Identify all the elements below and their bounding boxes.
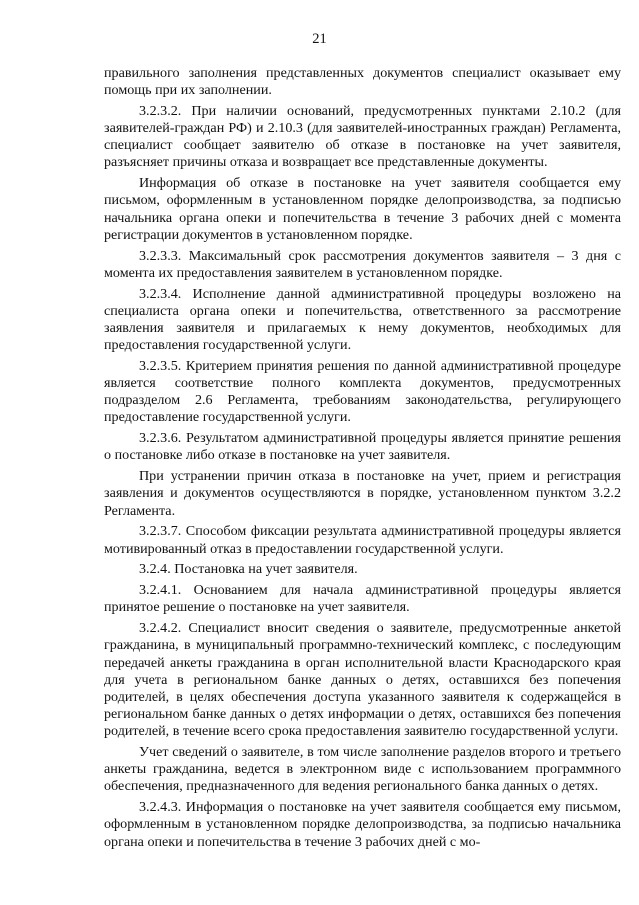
paragraph-3-2-4-3: 3.2.4.3. Информация о постановке на учет заявителя сообщается ему письмом, оформленным в установленном порядке делопроизводства, за подписью начальника органа опеки и попечительства в течение 3 рабочих дней с мо- xyxy=(104,799,621,850)
document-body xyxy=(104,65,621,851)
paragraph-3-2-3-2: 3.2.3.2. При наличии оснований, предусмотренных пунктами 2.10.2 (для заявителей-граждан РФ) и 2.10.3 (для заявителей-иностранных граждан) Регламента, специалист сообщает заявителю об отказе в постановке на учет заявителя, разъясняет причины отказа и возвращает все представленные документы. xyxy=(104,103,621,171)
paragraph-3-2-4-heading: 3.2.4. Постановка на учет заявителя. xyxy=(139,561,358,578)
page-number: 21 xyxy=(312,31,327,47)
paragraph-3-2-3-3: 3.2.3.3. Максимальный срок рассмотрения документов заявителя – 3 дня с момента их предоставления заявителем в установленном порядке. xyxy=(104,247,621,281)
paragraph-3-2-3-6: 3.2.3.6. Результатом административной процедуры является принятие решения о постановке либо отказе в постановке на учет заявителя. xyxy=(104,430,621,464)
paragraph-3-2-3-4: 3.2.3.4. Исполнение данной административной процедуры возложено на специалиста органа опеки и попечительства, ответственного за рассмотрение заявления заявителя и прилагаемых к нему документов, необходимых для предоставления государственной услуги. xyxy=(104,285,621,354)
paragraph-3-2-3-7: 3.2.3.7. Способом фиксации результата административной процедуры является мотивированный отказ в предоставлении государственной услуги. xyxy=(104,523,621,557)
paragraph-reapplication: При устранении причин отказа в постановке на учет, прием и регистрация заявления и документов осуществляются в порядке, установленном пунктом 3.2.2 Регламента. xyxy=(104,468,621,519)
paragraph-3-2-4-2: 3.2.4.2. Специалист вносит сведения о заявителе, предусмотренные анкетой гражданина, в муниципальный программно-технический комплекс, с последующим передачей анкеты гражданина в орган исполнительной власти Краснодарского края для учета в региональном банке данных о детях, оставшихся без попечения родителей, в целях обеспечения доступа указанного заявителя к содержащейся в региональном банке данных о детях информации о детях, оставшихся без попечения родителей, в течение всего срока предоставления заявителю государственной услуги. xyxy=(104,620,621,740)
paragraph-3-2-3-5: 3.2.3.5. Критерием принятия решения по данной административной процедуре является соответствие полного комплекта документов, предусмотренных подразделом 2.6 Регламента, требованиям законодательства, регулирующего предоставление государственной услуги. xyxy=(104,357,621,426)
paragraph-electronic-records: Учет сведений о заявителе, в том числе заполнение разделов второго и третьего анкеты гражданина, ведется в электронном виде с использованием программного обеспечения, предназначенного для ведения регионального банка данных о детях. xyxy=(104,744,621,795)
paragraph-refusal-notice: Информация об отказе в постановке на учет заявителя сообщается ему письмом, оформленным в установленном порядке делопроизводства, за подписью начальника органа опеки и попечительства в течение 3 рабочих дней с момента регистрации документов в установленном порядке. xyxy=(104,175,621,243)
paragraph-continuation: правильного заполнения представленных документов специалист оказывает ему помощь при их заполнении. xyxy=(104,65,621,99)
paragraph-3-2-4-1: 3.2.4.1. Основанием для начала административной процедуры является принятое решение о постановке на учет заявителя. xyxy=(104,582,621,616)
